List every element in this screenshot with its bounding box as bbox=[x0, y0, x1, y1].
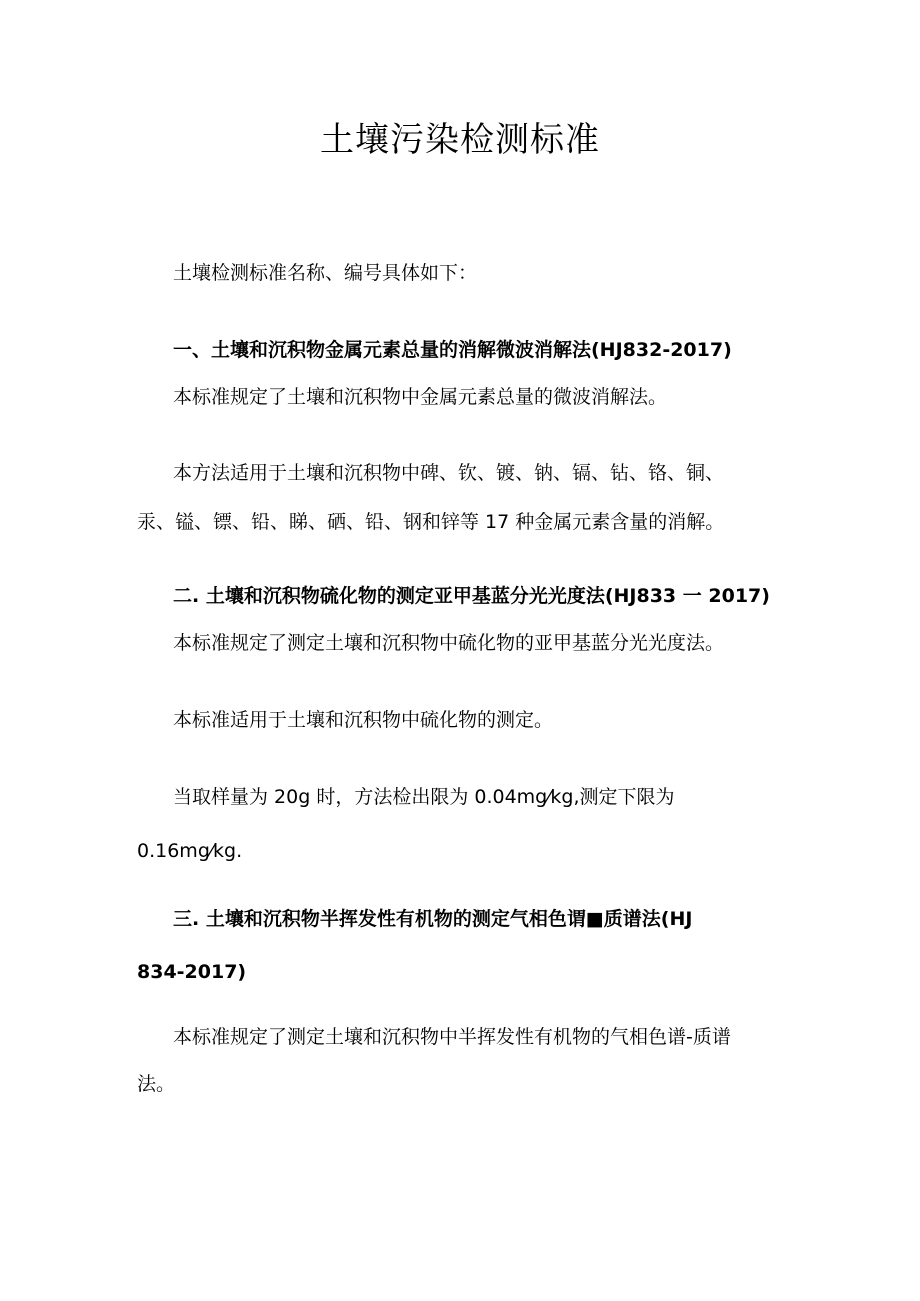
section-1-heading: 一、土壤和沉积物金属元素总量的消解微波消解法(HJ832-2017) bbox=[173, 339, 732, 361]
section-3-heading-line-2: 834-2017) bbox=[137, 961, 247, 983]
section-2-paragraph-3-line-2: 0.16mg⁄kg. bbox=[137, 840, 243, 862]
section-1-paragraph-2-line-1: 本方法适用于土壤和沉积物中碑、钦、镀、钠、镉、钻、铬、铜、 bbox=[173, 462, 725, 484]
section-3-heading-line-1: 三. 土壤和沉积物半挥发性有机物的测定气相色谓■质谱法(HJ bbox=[173, 908, 693, 930]
section-3-paragraph-1-line-2: 法。 bbox=[137, 1073, 176, 1095]
section-2-heading: 二. 土壤和沉积物硫化物的测定亚甲基蓝分光光度法(HJ833 一 2017) bbox=[173, 585, 770, 607]
section-2-paragraph-3-line-1: 当取样量为 20g 时，方法检出限为 0.04mg⁄kg,测定下限为 bbox=[173, 786, 675, 808]
document-title: 土壤污染检测标准 bbox=[320, 120, 600, 160]
section-3-paragraph-1-line-1: 本标准规定了测定土壤和沉积物中半挥发性有机物的气相色谱-质谱 bbox=[173, 1026, 731, 1048]
section-2-paragraph-1: 本标准规定了测定土壤和沉积物中硫化物的亚甲基蓝分光光度法。 bbox=[173, 632, 725, 654]
section-2-paragraph-2: 本标准适用于土壤和沉积物中硫化物的测定。 bbox=[173, 709, 554, 731]
intro-text: 土壤检测标准名称、编号具体如下： bbox=[173, 262, 478, 284]
section-1-paragraph-2-line-2: 汞、镒、镖、铅、睇、硒、铅、钢和锌等 17 种金属元素含量的消解。 bbox=[137, 511, 725, 533]
section-1-paragraph-1: 本标准规定了土壤和沉积物中金属元素总量的微波消解法。 bbox=[173, 386, 668, 408]
